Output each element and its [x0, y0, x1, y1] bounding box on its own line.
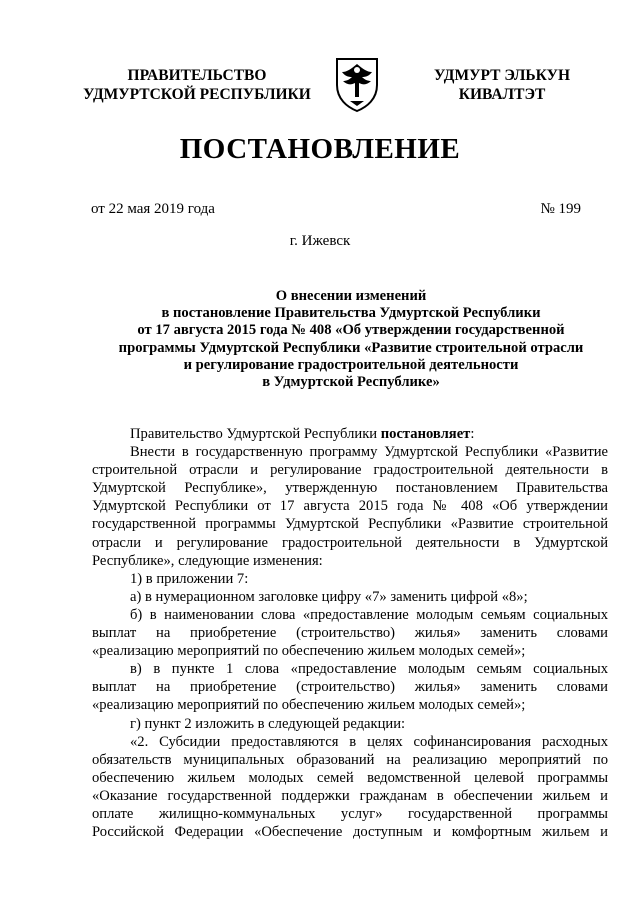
- body-line: выплат на приобретение (строительство) жилья» заменить словами: [92, 679, 608, 696]
- document-date: от 22 мая 2019 года: [91, 201, 215, 217]
- header-left-line1: ПРАВИТЕЛЬСТВО: [127, 67, 267, 84]
- body-line: «Оказание государственной поддержки гражданам в обеспечении жильем и: [92, 787, 608, 804]
- body-line: «2. Субсидии предоставляются в целях софинансирования расходных: [130, 733, 608, 750]
- intro-paragraph: [92, 425, 608, 443]
- body-line: отрасли и регулирование градостроительной деятельности в Удмуртской: [92, 534, 608, 551]
- body-line: г) пункт 2 изложить в следующей редакции:: [130, 715, 406, 732]
- document-number: № 199: [540, 201, 581, 217]
- body-line: Внести в государственную программу Удмуртской Республики «Развитие: [130, 444, 608, 461]
- body-line: б) в наименовании слова «предоставление молодым семьям социальных: [130, 606, 608, 623]
- header-right-line2: КИВАЛТЭТ: [458, 86, 546, 103]
- document-city: г. Ижевск: [289, 233, 351, 249]
- body-line: 1) в приложении 7:: [130, 570, 249, 587]
- body-line: в) в пункте 1 слова «предоставление молодым семьям социальных: [130, 661, 608, 678]
- body-line: обеспечению жильем молодых семей ведомственной целевой программы: [92, 769, 608, 786]
- subject-line: и регулирование градостроительной деятельности: [183, 356, 519, 373]
- body-line: строительной отрасли и регулирование градостроительной деятельности в: [92, 462, 608, 479]
- coat-of-arms-emblem: [334, 55, 380, 113]
- subject-line: в Удмуртской Республике»: [262, 374, 440, 391]
- subject-line: программы Удмуртской Республики «Развитие строительной отрасли: [118, 339, 584, 356]
- document-title: ПОСТАНОВЛЕНИЕ: [179, 133, 461, 165]
- intro-end: :: [470, 426, 475, 442]
- header-left: [82, 66, 312, 104]
- document-body: [92, 425, 608, 841]
- header-left-line2: УДМУРТСКОЙ РЕСПУБЛИКИ: [83, 86, 311, 103]
- subject-line: от 17 августа 2015 года № 408 «Об утверждении государственной: [137, 322, 565, 339]
- document-subject: [100, 288, 602, 391]
- body-line: обязательств муниципальных образований на реализацию мероприятий по: [92, 751, 608, 768]
- subject-line: О внесении изменений: [275, 288, 427, 304]
- body-line: Республике», следующие изменения:: [92, 552, 323, 569]
- intro-bold-text: постановляет: [380, 426, 471, 442]
- body-line: Удмуртской Республике», утвержденную постановлением Правительства: [92, 480, 608, 497]
- body-line: Удмуртской Республики от 17 августа 2015 года № 408 «Об утверждении: [92, 498, 608, 515]
- intro-text: Правительство Удмуртской Республики: [130, 426, 381, 442]
- body-line: выплат на приобретение (строительство) жилья» заменить словами: [92, 625, 608, 642]
- header-right: [418, 66, 586, 104]
- body-line: оплате жилищно-коммунальных услуг» государственной программы: [92, 805, 608, 822]
- body-line: Российской Федерации «Обеспечение доступным и комфортным жильем и: [92, 824, 608, 841]
- body-line: «реализацию мероприятий по обеспечению жильем молодых семей»;: [92, 643, 526, 660]
- subject-line: в постановление Правительства Удмуртской Республики: [161, 305, 541, 322]
- body-line: а) в нумерационном заголовке цифру «7» заменить цифрой «8»;: [130, 588, 528, 605]
- body-line: государственной программы Удмуртской Республики «Развитие строительной: [92, 516, 608, 533]
- body-line: «реализацию мероприятий по обеспечению жильем молодых семей»;: [92, 697, 526, 714]
- header-right-line1: УДМУРТ ЭЛЬКУН: [433, 67, 571, 84]
